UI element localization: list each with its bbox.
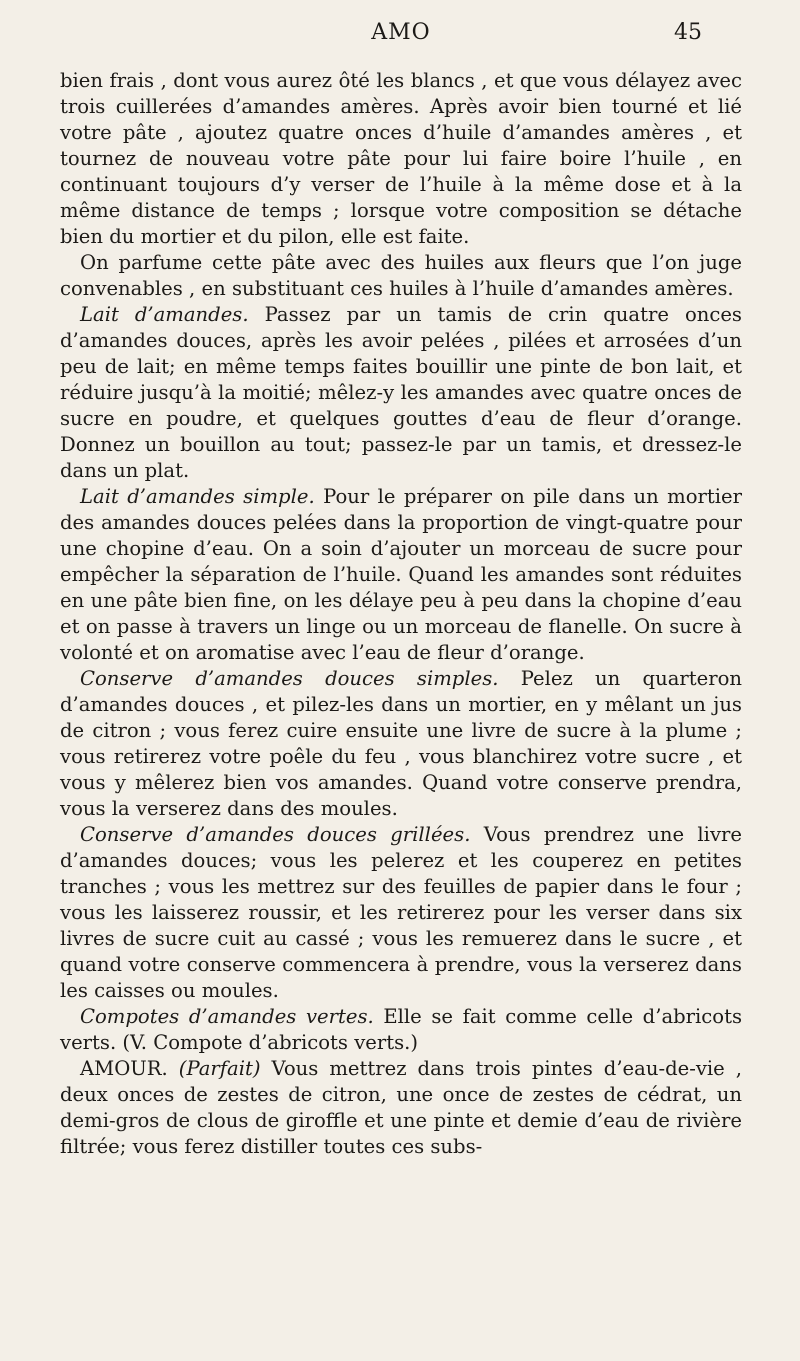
entry-term: Lait d’amandes. — [80, 303, 249, 326]
entry-term: Conserve d’amandes douces simples. — [80, 667, 499, 690]
entry-headword: AMOUR. — [80, 1057, 168, 1080]
entry-amour-parfait — [60, 1056, 742, 1160]
page-header — [60, 20, 742, 60]
paragraph-text: Pour le préparer on pile dans un mortier des amandes douces pelées dans la proportion de vingt-quatre pour une chopine d’eau. On a soin d’ajouter un morceau de sucre pour empêcher la séparation de l’huile. Quand les amandes sont réduites en une pâte bien fine, on les délaye peu à peu dans la chopine d’eau et on passe à travers un linge ou un morceau de flanelle. On sucre à volonté et on aromatise avec l’eau de fleur d’orange. — [60, 485, 742, 664]
entry-term: Conserve d’amandes douces grillées. — [80, 823, 471, 846]
paragraph-text: On parfume cette pâte avec des huiles aux fleurs que l’on juge convenables , en substituant ces huiles à l’huile d’amandes amères. — [60, 251, 742, 300]
entry-conserve-amandes-simples — [60, 666, 742, 822]
entry-term: (Parfait) — [178, 1057, 261, 1080]
entry-lait-d-amandes-simple — [60, 484, 742, 666]
body-text — [60, 68, 742, 1160]
paragraph-text: bien frais , dont vous aurez ôté les blancs , et que vous délayez avec trois cuillerées d’amandes amères. Après avoir bien tourné et lié votre pâte , ajoutez quatre onces d’huile d’amandes amères , et tournez de nouveau votre pâte pour lui faire boire l’huile , en continuant toujours d’y verser de l’huile à la même dose et à la même distance de temps ; lorsque votre composition se détache bien du mortier et du pilon, elle est faite. — [60, 69, 742, 248]
entry-term: Compotes d’amandes vertes. — [80, 1005, 374, 1028]
paragraph-1 — [60, 68, 742, 250]
paragraph-2 — [60, 250, 742, 302]
running-title: AMO — [371, 20, 431, 45]
entry-term: Lait d’amandes simple. — [80, 485, 315, 508]
entry-compotes-amandes-vertes — [60, 1004, 742, 1056]
paragraph-text: Vous mettrez dans trois pintes d’eau-de-vie , deux onces de zestes de citron, une once de zestes de cédrat, un demi-gros de clous de giroffle et une pinte et demie d’eau de rivière filtrée; vous ferez distiller toutes ces subs- — [60, 1057, 743, 1158]
page-number: 45 — [674, 20, 702, 45]
paragraph-text: Vous prendrez une livre d’amandes douces; vous les pelerez et les couperez en petites tranches ; vous les mettrez sur des feuilles de papier dans le four ; vous les laisserez roussir, et les retirerez pour les verser dans six livres de sucre cuit au cassé ; vous les remuerez dans le sucre , et quand votre conserve commencera à prendre, vous la verserez dans les caisses ou moules. — [60, 823, 742, 1002]
paragraph-text: Passez par un tamis de crin quatre onces d’amandes douces, après les avoir pelées , pilées et arrosées d’un peu de lait; en même temps faites bouillir une pinte de bon lait, et réduire jusqu’à la moitié; mêlez-y les amandes avec quatre onces de sucre en poudre, et quelques gouttes d’eau de fleur d’orange. Donnez un bouillon au tout; passez-le par un tamis, et dressez-le dans un plat. — [60, 303, 742, 482]
entry-conserve-amandes-grillees — [60, 822, 742, 1004]
entry-lait-d-amandes — [60, 302, 742, 484]
paragraph-text: Elle se fait comme celle d’abricots verts. (V. Compote d’abricots verts.) — [60, 1005, 743, 1054]
paragraph-text: Pelez un quarteron d’amandes douces , et pilez-les dans un mortier, en y mêlant un jus de citron ; vous ferez cuire ensuite une livre de sucre à la plume ; vous retirerez votre poêle du feu , vous blanchirez votre sucre , et vous y mêlerez bien vos amandes. Quand votre conserve prendra, vous la verserez dans des moules. — [60, 667, 742, 820]
